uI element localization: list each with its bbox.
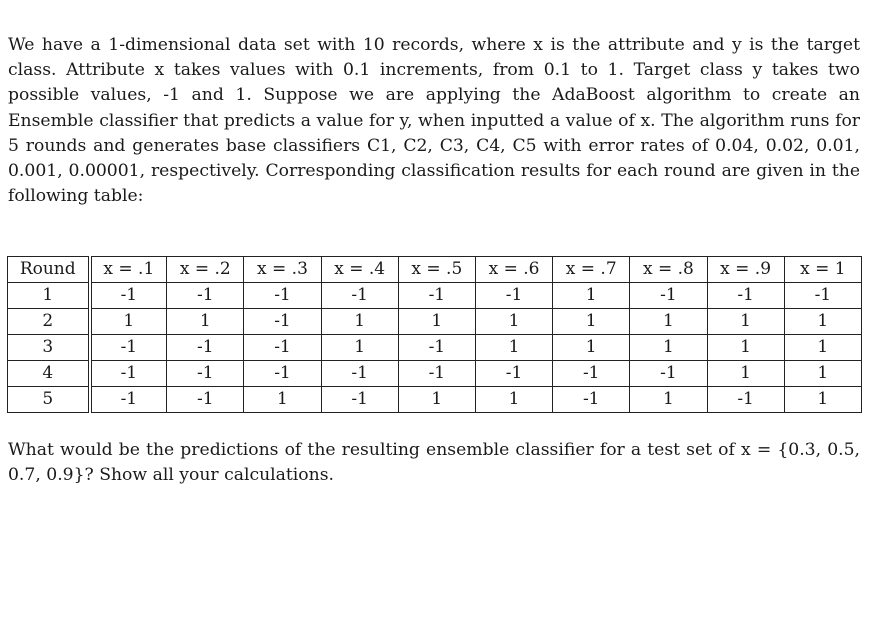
table-cell: -1 (90, 335, 167, 361)
header-cell: x = .3 (244, 257, 321, 283)
table-cell: 1 (398, 387, 475, 413)
table-row (8, 335, 862, 361)
table-cell: 1 (167, 309, 244, 335)
table-cell: -1 (630, 361, 707, 387)
table-cell: 1 (90, 309, 167, 335)
table-cell: 1 (784, 309, 861, 335)
table-cell: -1 (244, 309, 321, 335)
table-cell: -1 (707, 283, 784, 309)
intro-line: 0.04, 0.02, 0.01, 0.001, 0.00001, respectively. Corresponding classification results for each round (8, 135, 860, 182)
header-cell: x = 1 (784, 257, 861, 283)
table-cell: -1 (244, 361, 321, 387)
table-row (8, 387, 862, 413)
header-cell: x = .7 (553, 257, 630, 283)
table-cell: 1 (553, 283, 630, 309)
table-cell: 1 (321, 335, 398, 361)
question-line: {0.3, 0.5, 0.7, 0.9}? Show all your calculations. (8, 440, 860, 486)
table-cell: -1 (167, 283, 244, 309)
table-row (8, 361, 862, 387)
table-cell: 1 (630, 387, 707, 413)
intro-line: algorithm runs for 5 rounds and generates base classifiers C1, C2, C3, C4, C5 with error rates of (8, 110, 861, 156)
intro-line: We have a 1-dimensional data set with 10 records, where x is the attribute and y is the (8, 35, 800, 55)
table-cell: -1 (167, 387, 244, 413)
table-cell: -1 (90, 283, 167, 309)
table-cell: -1 (321, 283, 398, 309)
table-cell: 1 (784, 387, 861, 413)
table-row (8, 309, 862, 335)
table-cell: -1 (167, 335, 244, 361)
round-cell: 3 (8, 335, 90, 361)
intro-line: takes two possible values, -1 and 1. Suppose we are applying the AdaBoost algorithm to (8, 60, 860, 106)
table-cell: -1 (475, 283, 552, 309)
table-cell: -1 (244, 283, 321, 309)
table-cell: 1 (398, 309, 475, 335)
header-cell: x = .8 (630, 257, 707, 283)
intro-line: create an Ensemble classifier that predicts a value for y, when inputted a value of x. The (8, 85, 860, 131)
round-cell: 1 (8, 283, 90, 309)
header-cell: x = .4 (321, 257, 398, 283)
table-cell: 1 (553, 335, 630, 361)
question-text (8, 438, 860, 488)
table-cell: -1 (244, 335, 321, 361)
table-cell: -1 (167, 361, 244, 387)
table-cell: -1 (90, 361, 167, 387)
table-cell: 1 (475, 335, 552, 361)
table-cell: -1 (321, 361, 398, 387)
table-cell: -1 (321, 387, 398, 413)
table-cell: -1 (707, 387, 784, 413)
round-cell: 4 (8, 361, 90, 387)
table-cell: 1 (475, 309, 552, 335)
table-cell: 1 (321, 309, 398, 335)
round-cell: 5 (8, 387, 90, 413)
table-cell: -1 (475, 361, 552, 387)
table-cell: -1 (90, 387, 167, 413)
table-cell: 1 (630, 335, 707, 361)
problem-statement (8, 33, 860, 209)
results-table (7, 256, 862, 413)
question-line: What would be the predictions of the resulting ensemble classifier for a test set of x = (8, 440, 772, 460)
table-header-row (8, 257, 862, 283)
table-cell: 1 (784, 361, 861, 387)
table-cell: 1 (475, 387, 552, 413)
table-cell: 1 (707, 309, 784, 335)
table-cell: 1 (244, 387, 321, 413)
header-cell: x = .6 (475, 257, 552, 283)
table-cell: 1 (553, 309, 630, 335)
header-cell: Round (8, 257, 90, 283)
header-cell: x = .5 (398, 257, 475, 283)
table-cell: -1 (398, 283, 475, 309)
intro-line: target class. Attribute x takes values with 0.1 increments, from 0.1 to 1. Target class y (8, 35, 861, 81)
table-cell: 1 (707, 361, 784, 387)
header-cell: x = .9 (707, 257, 784, 283)
table-cell: 1 (784, 335, 861, 361)
table-row (8, 283, 862, 309)
round-cell: 2 (8, 309, 90, 335)
table-cell: -1 (784, 283, 861, 309)
table-cell: -1 (630, 283, 707, 309)
header-cell: x = .2 (167, 257, 244, 283)
table-cell: 1 (630, 309, 707, 335)
table-cell: -1 (398, 361, 475, 387)
table-cell: 1 (707, 335, 784, 361)
table-cell: -1 (553, 387, 630, 413)
table-cell: -1 (553, 361, 630, 387)
intro-line: are given in the following table: (8, 161, 860, 207)
table-cell: -1 (398, 335, 475, 361)
header-cell: x = .1 (90, 257, 167, 283)
